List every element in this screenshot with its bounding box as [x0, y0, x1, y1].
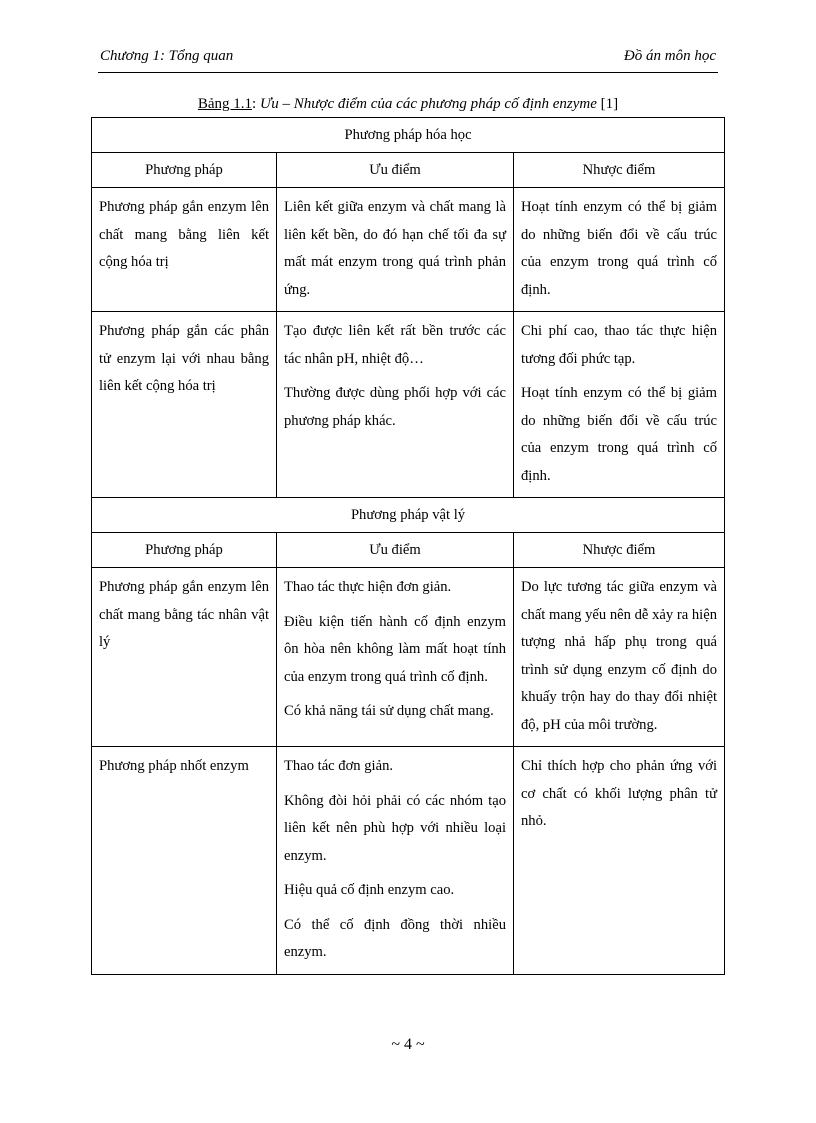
pros-cell — [277, 747, 514, 975]
method-cell: Phương pháp nhốt enzym — [92, 747, 277, 975]
section-title: Phương pháp hóa học — [92, 118, 725, 153]
pros-cell — [277, 188, 514, 312]
header-chapter: Chương 1: Tổng quan — [100, 48, 234, 64]
page-number: ~ 4 ~ — [391, 1036, 425, 1053]
caption-label: Bảng 1.1 — [197, 96, 253, 112]
caption-ref: [1] — [596, 96, 619, 112]
pros-item: Có khả năng tái sử dụng chất mang. — [284, 703, 494, 719]
col-header-pros: Ưu điểm — [277, 153, 514, 188]
cons-item: Chỉ thích hợp cho phản ứng với cơ chất có khối lượng phân tử nhỏ. — [521, 758, 718, 829]
method-cell: Phương pháp gắn enzym lên chất mang bằng tác nhân vật lý — [92, 568, 277, 747]
pros-item: Thao tác thực hiện đơn giản. — [284, 579, 452, 595]
col-header-method: Phương pháp — [92, 533, 277, 568]
column-header-row — [92, 153, 725, 188]
pros-item: Liên kết giữa enzym và chất mang là liên kết bền, do đó hạn chế tối đa sự mất mát enzym trong quá trình phản ứng. — [284, 199, 506, 298]
cons-item: Chi phí cao, thao tác thực hiện tương đối phức tạp. — [521, 323, 718, 367]
pros-cell — [277, 568, 514, 747]
section-title-row — [92, 118, 725, 153]
cons-cell — [514, 568, 725, 747]
table-row — [92, 188, 725, 312]
method-cell: Phương pháp gắn enzym lên chất mang bằng liên kết cộng hóa trị — [92, 188, 277, 312]
comparison-table — [91, 117, 725, 975]
caption-text: Ưu – Nhược điểm của các phương pháp cố định enzyme — [259, 96, 597, 112]
cons-item: Hoạt tính enzym có thể bị giảm do những biến đổi về cấu trúc của enzym trong quá trình cố định. — [521, 385, 718, 484]
col-header-pros: Ưu điểm — [277, 533, 514, 568]
section-title-row — [92, 498, 725, 533]
caption-colon: : — [252, 96, 260, 112]
pros-item: Điều kiện tiến hành cố định enzym ôn hòa nên không làm mất hoạt tính của enzym trong quá trình cố định. — [284, 613, 506, 685]
pros-item: Có thể cố định đồng thời nhiều enzym. — [284, 916, 506, 960]
header-course: Đồ án môn học — [623, 48, 716, 64]
table-row — [92, 568, 725, 747]
col-header-cons: Nhược điểm — [514, 153, 725, 188]
cons-cell — [514, 747, 725, 975]
pros-item: Thường được dùng phối hợp với các phương pháp khác. — [284, 385, 506, 429]
pros-cell — [277, 312, 514, 498]
pros-item: Hiệu quả cố định enzym cao. — [284, 882, 455, 898]
cons-item: Do lực tương tác giữa enzym và chất mang yếu nên dễ xảy ra hiện tượng nhả hấp phụ trong quá trình sử dụng enzym cố định do khuấy trộn hay do thay đổi nhiệt độ, pH của môi trường. — [521, 579, 718, 733]
page-header — [98, 46, 718, 73]
table-row — [92, 312, 725, 498]
column-header-row — [92, 533, 725, 568]
table-caption — [0, 96, 816, 113]
col-header-method: Phương pháp — [92, 153, 277, 188]
pros-item: Thao tác đơn giản. — [284, 758, 394, 774]
pros-item: Tạo được liên kết rất bền trước các tác nhân pH, nhiệt độ… — [284, 323, 506, 367]
cons-cell — [514, 188, 725, 312]
section-title: Phương pháp vật lý — [92, 498, 725, 533]
table-row — [92, 747, 725, 975]
col-header-cons: Nhược điểm — [514, 533, 725, 568]
method-cell: Phương pháp gắn các phân tử enzym lại với nhau bằng liên kết cộng hóa trị — [92, 312, 277, 498]
cons-cell — [514, 312, 725, 498]
pros-item: Không đòi hỏi phải có các nhóm tạo liên kết nên phù hợp với nhiều loại enzym. — [284, 792, 506, 864]
cons-item: Hoạt tính enzym có thể bị giảm do những biến đổi về cấu trúc của enzym trong quá trình cố định. — [521, 199, 718, 298]
